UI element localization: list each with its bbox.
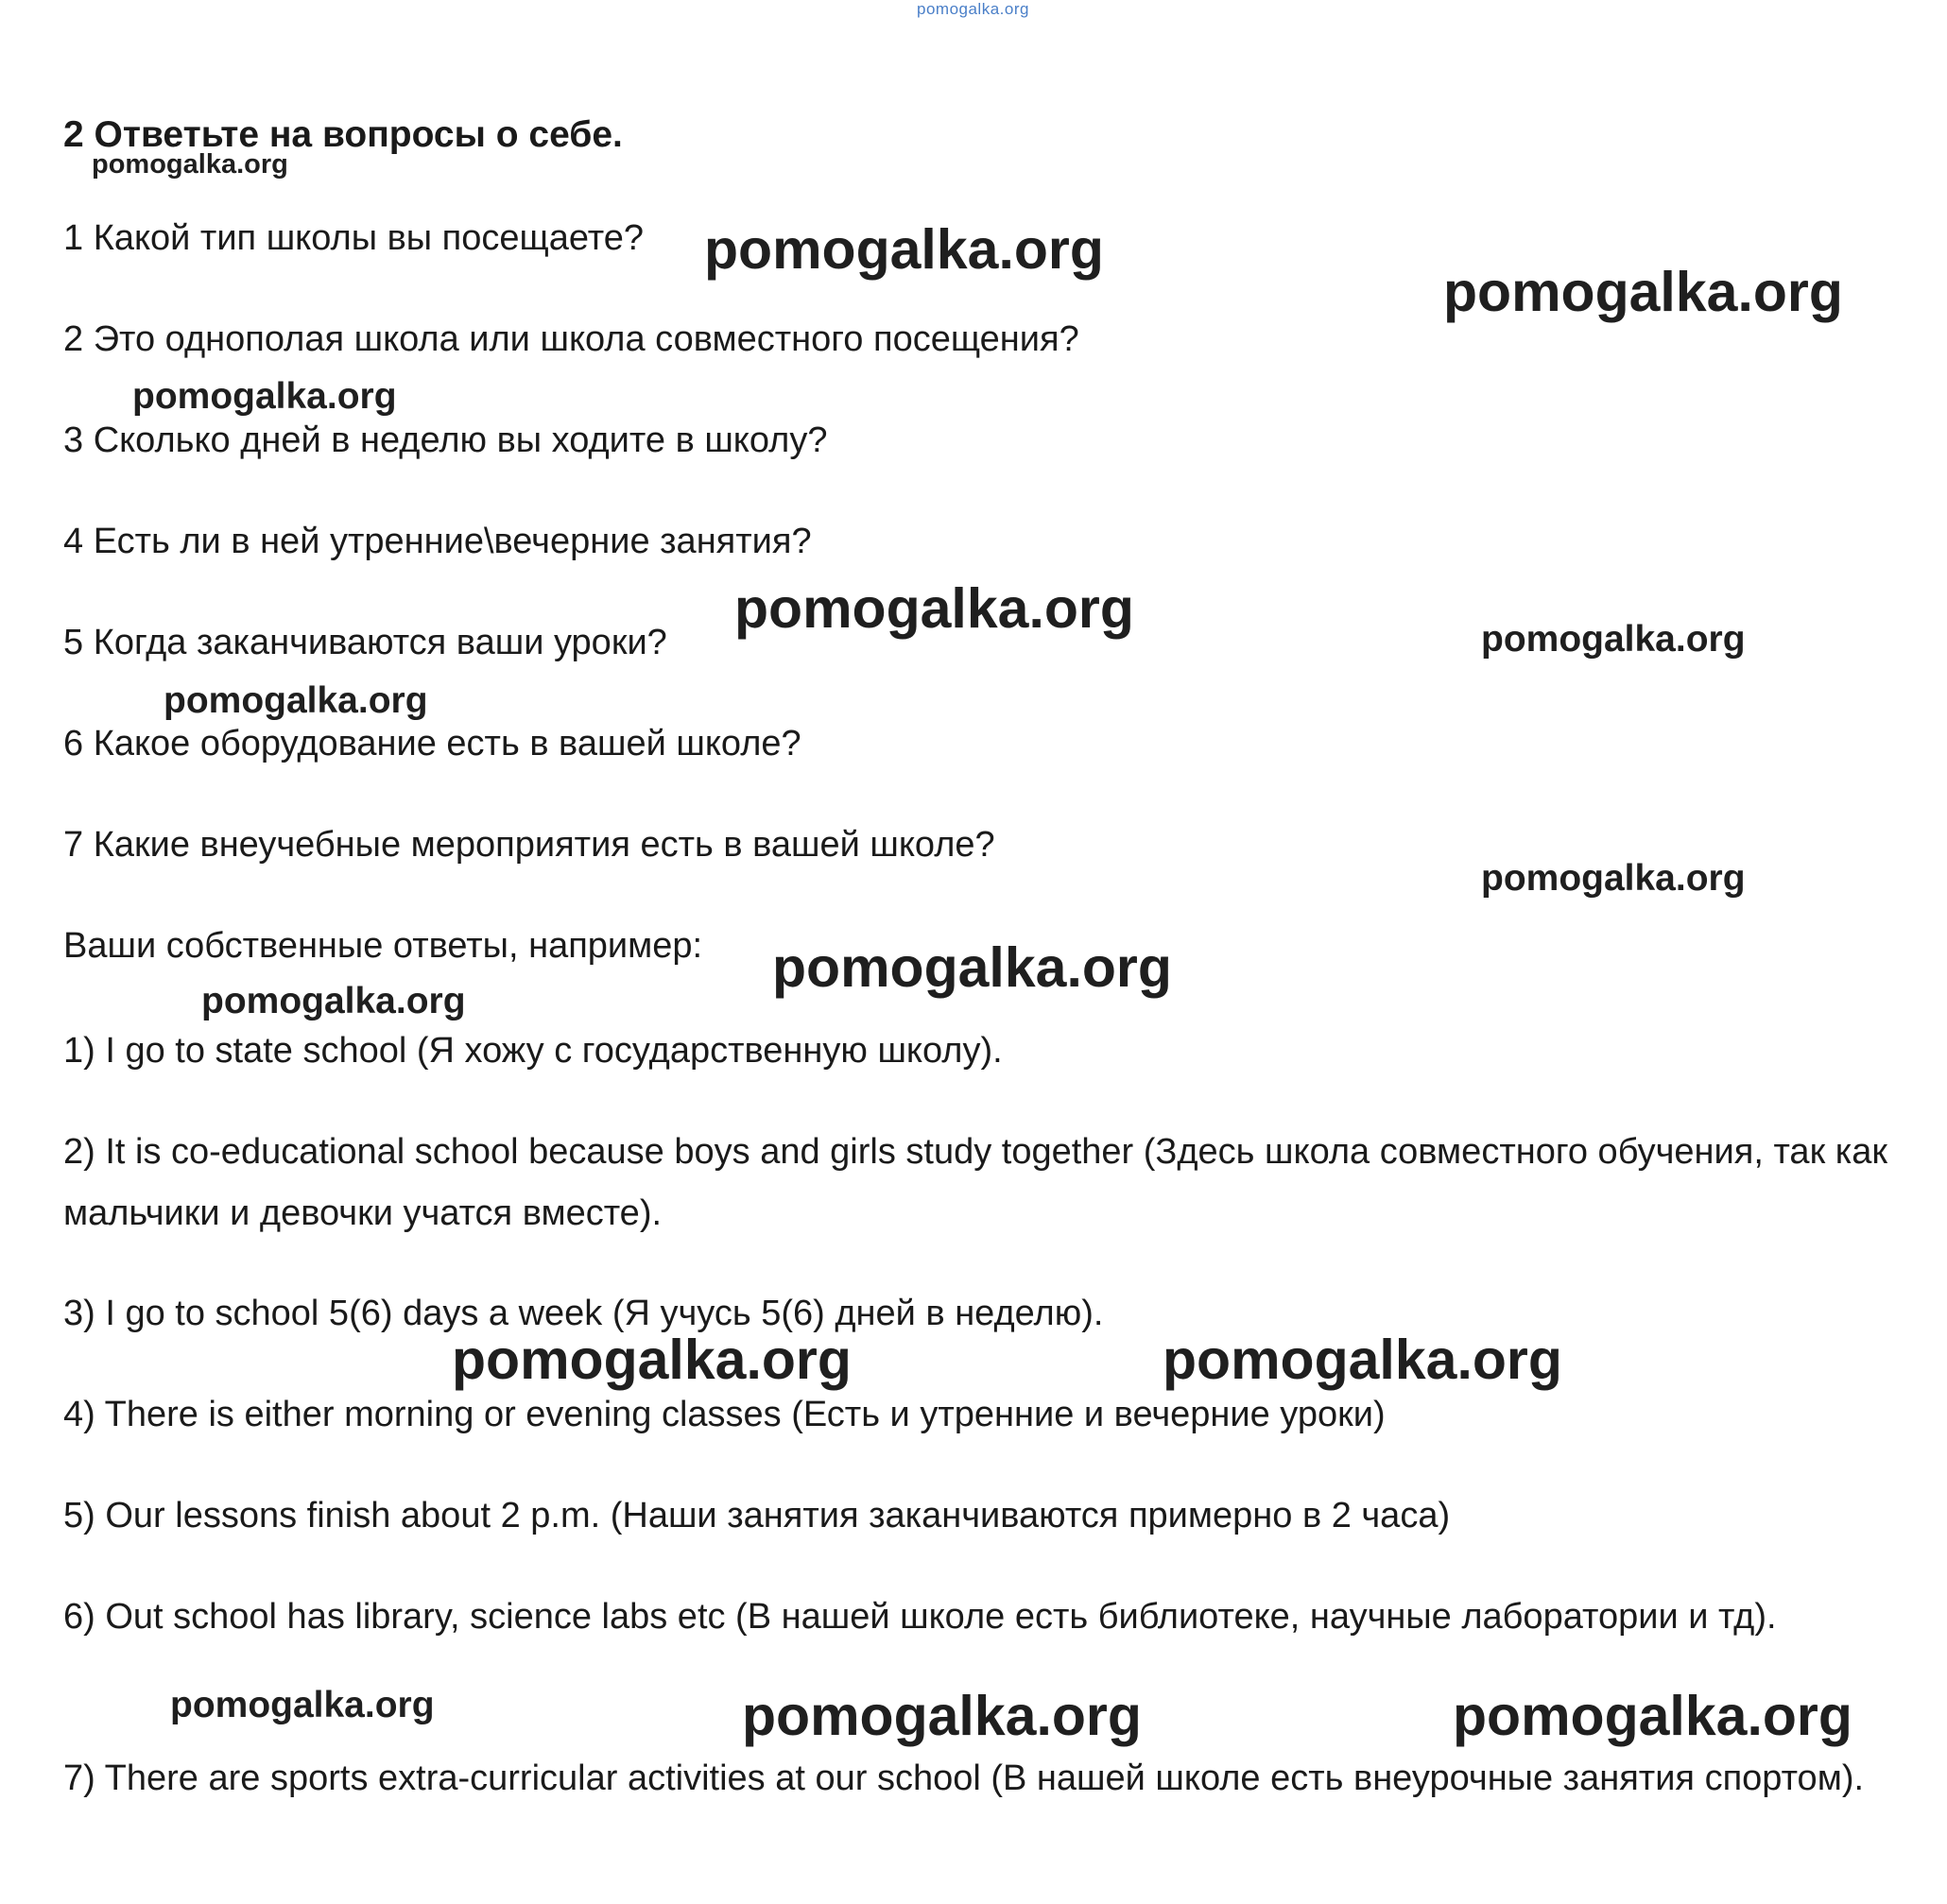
- watermark: pomogalka.org: [1481, 619, 1746, 660]
- answer-5: 5) Our lessons finish about 2 p.m. (Наши занятия заканчиваются примерно в 2 часа): [63, 1496, 1451, 1535]
- exercise-heading: 2 Ответьте на вопросы о себе.: [63, 114, 623, 155]
- answer-6: 6) Out school has library, science labs etc (В нашей школе есть библиотеке, научные лаборатории и тд).: [63, 1597, 1777, 1637]
- question-3: 3 Сколько дней в неделю вы ходите в школу?: [63, 420, 828, 460]
- question-4: 4 Есть ли в ней утренние\вечерние занятия?: [63, 522, 812, 561]
- answer-1: 1) I go to state school (Я хожу с государственную школу).: [63, 1031, 1003, 1071]
- watermark: pomogalka.org: [164, 680, 428, 721]
- watermark: pomogalka.org: [170, 1685, 435, 1725]
- question-6: 6 Какое оборудование есть в вашей школе?: [63, 724, 801, 763]
- watermark: pomogalka.org: [742, 1685, 1142, 1747]
- answer-2: 2) It is co-educational school because boys and girls study together (Здесь школа совместного обучения, так как мальчики и девочки учатся вместе).: [63, 1132, 1887, 1233]
- watermark: pomogalka.org: [201, 981, 466, 1021]
- answer-7: 7) There are sports extra-curricular activities at our school (В нашей школе есть внеурочные занятия спортом).: [63, 1758, 1865, 1798]
- question-2: 2 Это однополая школа или школа совместного посещения?: [63, 319, 1079, 359]
- answers-intro: Ваши собственные ответы, например:: [63, 926, 703, 966]
- answer-4: 4) There is either morning or evening classes (Есть и утренние и вечерние уроки): [63, 1395, 1386, 1434]
- watermark: pomogalka.org: [1443, 261, 1843, 323]
- watermark: pomogalka.org: [452, 1329, 852, 1391]
- watermark: pomogalka.org: [1481, 858, 1746, 899]
- watermark: pomogalka.org: [734, 577, 1134, 640]
- question-1: 1 Какой тип школы вы посещаете?: [63, 218, 644, 258]
- watermark: pomogalka.org: [704, 218, 1104, 281]
- watermark: pomogalka.org: [1453, 1685, 1852, 1747]
- answer-3: 3) I go to school 5(6) days a week (Я учусь 5(6) дней в неделю).: [63, 1294, 1104, 1333]
- watermark: pomogalka.org: [772, 936, 1172, 999]
- site-header-link[interactable]: pomogalka.org: [917, 0, 1029, 18]
- question-7: 7 Какие внеучебные мероприятия есть в вашей школе?: [63, 825, 995, 865]
- watermark: pomogalka.org: [92, 149, 288, 180]
- watermark: pomogalka.org: [132, 376, 397, 417]
- watermark: pomogalka.org: [1163, 1329, 1562, 1391]
- question-5: 5 Когда заканчиваются ваши уроки?: [63, 623, 667, 662]
